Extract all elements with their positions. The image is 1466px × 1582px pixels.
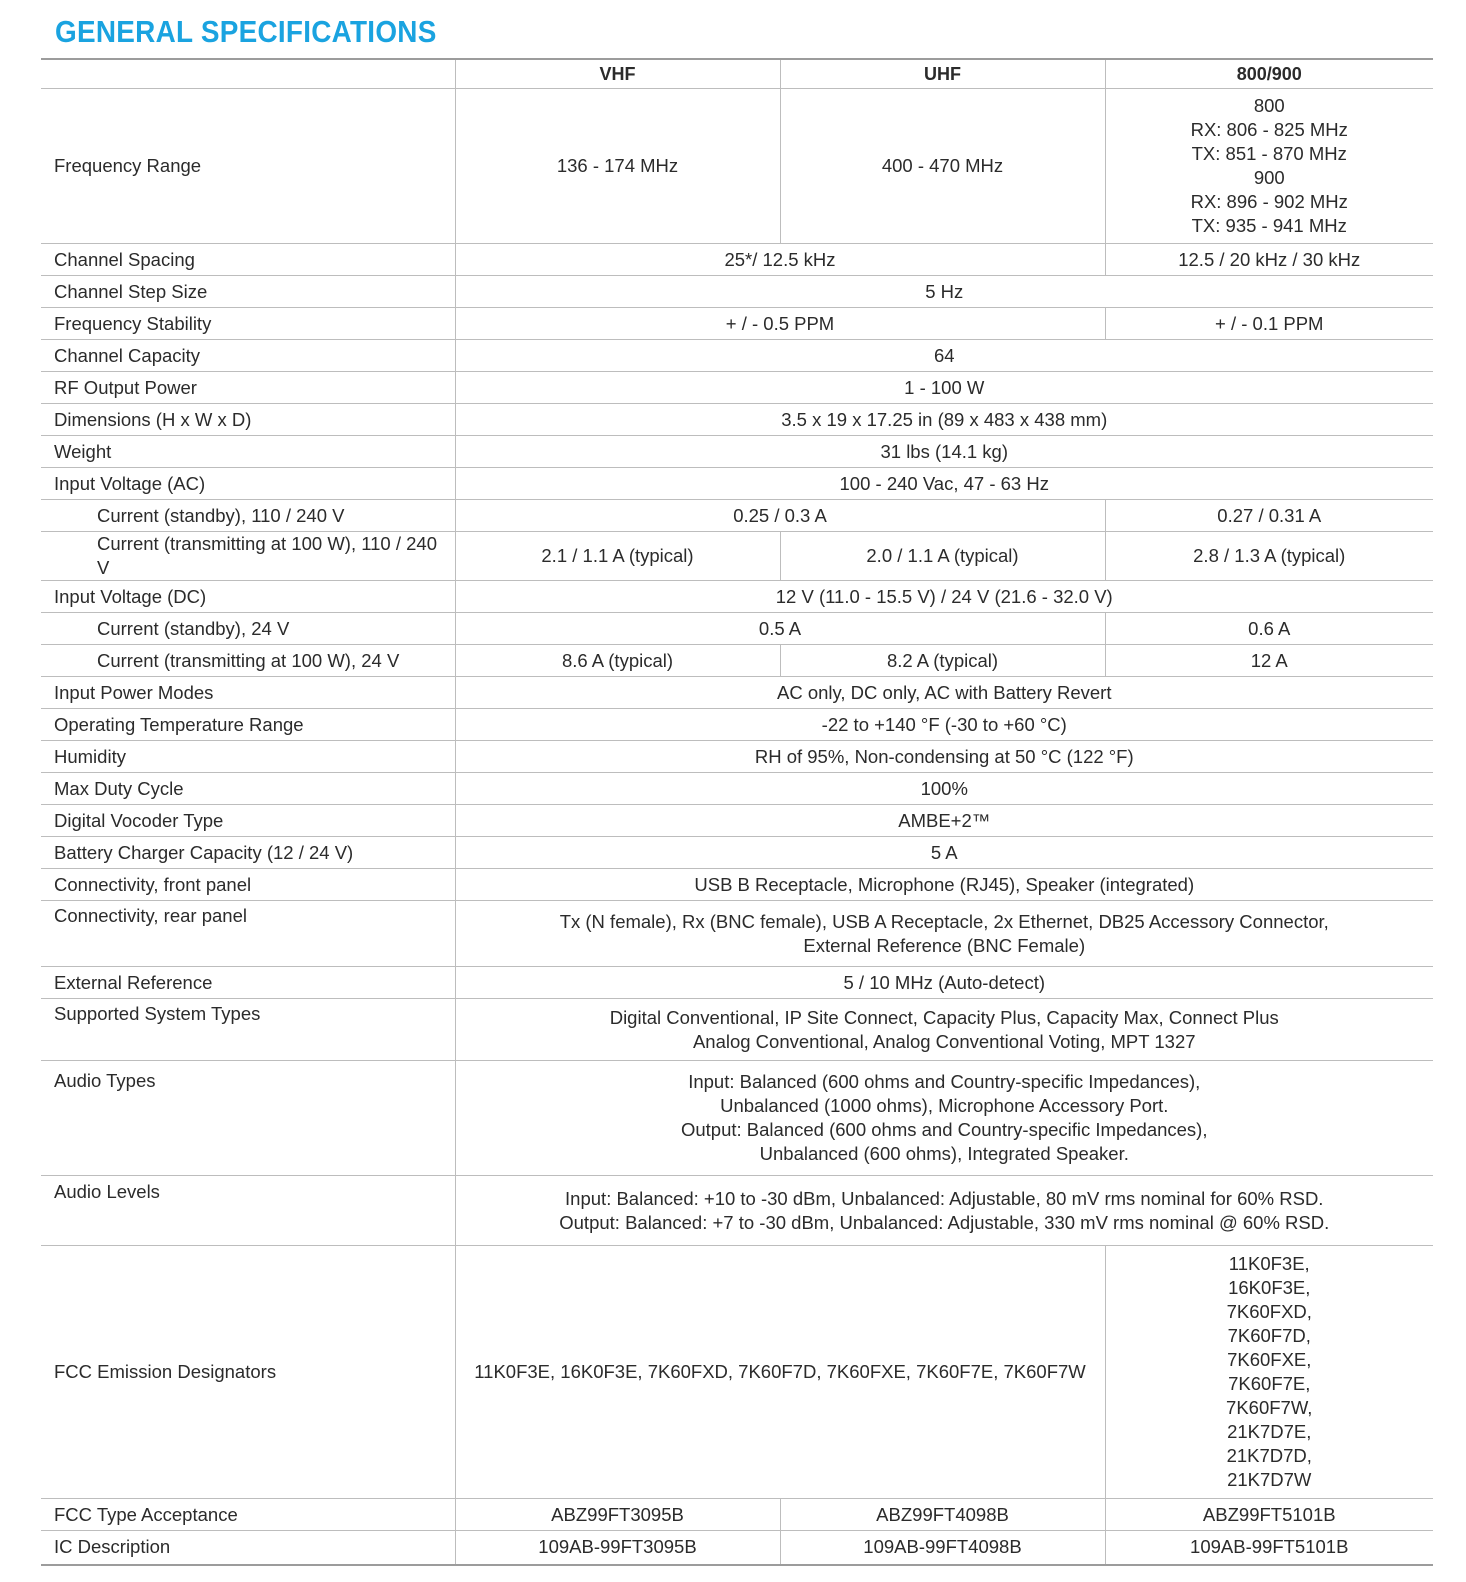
row-channel-step-size: [41, 276, 1433, 308]
row-label: Current (transmitting at 100 W), 110 / 240 V: [97, 533, 438, 578]
vhf-value: 2.1 / 1.1 A (typical): [455, 532, 780, 581]
row-label: Current (standby), 24 V: [97, 617, 290, 639]
row-label: Humidity: [54, 745, 126, 767]
uhf-value: 8.2 A (typical): [780, 645, 1105, 677]
row-dimensions: [41, 404, 1433, 436]
all-value: RH of 95%, Non-condensing at 50 °C (122 °F): [455, 741, 1433, 773]
band800-value: + / - 0.1 PPM: [1105, 308, 1433, 340]
header-corner: [41, 59, 455, 89]
row-label: Channel Spacing: [54, 248, 195, 270]
row-channel-spacing: [41, 244, 1433, 276]
vhf-uhf-value: 25*/ 12.5 kHz: [455, 244, 1105, 276]
row-input-voltage-ac: [41, 468, 1433, 500]
all-value: Tx (N female), Rx (BNC female), USB A Receptacle, 2x Ethernet, DB25 Accessory Connector, External Reference (BNC Female): [455, 901, 1433, 967]
row-label: External Reference: [54, 971, 213, 993]
row-label: Dimensions (H x W x D): [54, 408, 252, 430]
row-label: Battery Charger Capacity (12 / 24 V): [54, 841, 354, 863]
row-external-reference: [41, 967, 1433, 999]
row-weight: [41, 436, 1433, 468]
vhf-uhf-value: 0.5 A: [455, 613, 1105, 645]
row-dc-current-standby: [41, 613, 1433, 645]
row-input-voltage-dc: [41, 581, 1433, 613]
row-digital-vocoder-type: [41, 805, 1433, 837]
all-value: 5 / 10 MHz (Auto-detect): [455, 967, 1433, 999]
row-label: Max Duty Cycle: [54, 777, 184, 799]
row-frequency-stability: [41, 308, 1433, 340]
band800-value: ABZ99FT5101B: [1105, 1499, 1433, 1531]
row-supported-system-types: [41, 999, 1433, 1061]
row-audio-types: [41, 1061, 1433, 1176]
row-channel-capacity: [41, 340, 1433, 372]
row-label: FCC Type Acceptance: [54, 1503, 238, 1525]
row-label: Weight: [54, 440, 112, 462]
row-label: Current (transmitting at 100 W), 24 V: [97, 649, 400, 671]
band800-value: 0.6 A: [1105, 613, 1433, 645]
vhf-uhf-value: + / - 0.5 PPM: [455, 308, 1105, 340]
row-label: Connectivity, front panel: [54, 873, 252, 895]
all-value: 5 A: [455, 837, 1433, 869]
row-max-duty-cycle: [41, 773, 1433, 805]
all-value: Digital Conventional, IP Site Connect, Capacity Plus, Capacity Max, Connect Plus Analog Conventional, Analog Conventional Voting, MPT 1327: [455, 999, 1433, 1061]
page-title: GENERAL SPECIFICATIONS: [55, 14, 437, 49]
row-fcc-type-acceptance: [41, 1499, 1433, 1531]
all-value: -22 to +140 °F (-30 to +60 °C): [455, 709, 1433, 741]
all-value: 5 Hz: [455, 276, 1433, 308]
all-value: 100 - 240 Vac, 47 - 63 Hz: [455, 468, 1433, 500]
spec-table: [41, 58, 1433, 1566]
row-humidity: [41, 741, 1433, 773]
band800-value: 109AB-99FT5101B: [1105, 1531, 1433, 1565]
row-label: Channel Step Size: [54, 280, 208, 302]
all-value: 12 V (11.0 - 15.5 V) / 24 V (21.6 - 32.0 V): [455, 581, 1433, 613]
row-label: Frequency Stability: [54, 312, 212, 334]
row-label: Input Voltage (DC): [54, 585, 207, 607]
row-label: Input Voltage (AC): [54, 472, 206, 494]
row-rf-output-power: [41, 372, 1433, 404]
band800-value: 11K0F3E, 16K0F3E, 7K60FXD, 7K60F7D, 7K60FXE, 7K60F7E, 7K60F7W, 21K7D7E, 21K7D7D, 21K7D7W: [1105, 1246, 1433, 1499]
vhf-value: 109AB-99FT3095B: [455, 1531, 780, 1565]
all-value: AMBE+2™: [455, 805, 1433, 837]
row-label: Audio Levels: [54, 1181, 160, 1202]
header-uhf: UHF: [780, 59, 1105, 89]
uhf-value: 109AB-99FT4098B: [780, 1531, 1105, 1565]
row-label: Supported System Types: [54, 1003, 261, 1024]
row-fcc-emission-designators: [41, 1246, 1433, 1499]
header-vhf: VHF: [455, 59, 780, 89]
row-label: Connectivity, rear panel: [54, 905, 247, 926]
row-battery-charger-capacity: [41, 837, 1433, 869]
row-label: Frequency Range: [54, 155, 202, 176]
uhf-value: ABZ99FT4098B: [780, 1499, 1105, 1531]
all-value: AC only, DC only, AC with Battery Revert: [455, 677, 1433, 709]
vhf-value: ABZ99FT3095B: [455, 1499, 780, 1531]
row-label: Current (standby), 110 / 240 V: [97, 504, 345, 526]
all-value: Input: Balanced: +10 to -30 dBm, Unbalanced: Adjustable, 80 mV rms nominal for 60% RSD. Output: Balanced: +7 to -30 dBm, Unbalanced: Adjustable, 330 mV rms nominal @ 60% RSD.: [455, 1176, 1433, 1246]
all-value: 3.5 x 19 x 17.25 in (89 x 483 x 438 mm): [455, 404, 1433, 436]
row-audio-levels: [41, 1176, 1433, 1246]
all-value: USB B Receptacle, Microphone (RJ45), Speaker (integrated): [455, 869, 1433, 901]
row-connectivity-rear: [41, 901, 1433, 967]
band800-value: 12.5 / 20 kHz / 30 kHz: [1105, 244, 1433, 276]
band800-value: 0.27 / 0.31 A: [1105, 500, 1433, 532]
uhf-value: 400 - 470 MHz: [780, 89, 1105, 244]
all-value: 100%: [455, 773, 1433, 805]
band800-value: 12 A: [1105, 645, 1433, 677]
all-value: 31 lbs (14.1 kg): [455, 436, 1433, 468]
vhf-uhf-value: 11K0F3E, 16K0F3E, 7K60FXD, 7K60F7D, 7K60FXE, 7K60F7E, 7K60F7W: [455, 1246, 1105, 1499]
row-ac-current-standby: [41, 500, 1433, 532]
row-label: Channel Capacity: [54, 344, 201, 366]
row-label: Digital Vocoder Type: [54, 809, 224, 831]
header-row: [41, 59, 1433, 89]
row-ac-current-transmitting: [41, 532, 1433, 581]
row-input-power-modes: [41, 677, 1433, 709]
vhf-value: 136 - 174 MHz: [455, 89, 780, 244]
row-connectivity-front: [41, 869, 1433, 901]
row-label: FCC Emission Designators: [54, 1361, 277, 1382]
uhf-value: 2.0 / 1.1 A (typical): [780, 532, 1105, 581]
row-operating-temperature: [41, 709, 1433, 741]
row-frequency-range: [41, 89, 1433, 244]
row-label: Operating Temperature Range: [54, 713, 304, 735]
row-dc-current-transmitting: [41, 645, 1433, 677]
header-800-900: 800/900: [1105, 59, 1433, 89]
all-value: Input: Balanced (600 ohms and Country-specific Impedances), Unbalanced (1000 ohms), Microphone Accessory Port. Output: Balanced (600 ohms and Country-specific Impedances), Unbalanced (600 ohms), Integrated Speaker.: [455, 1061, 1433, 1176]
row-ic-description: [41, 1531, 1433, 1565]
row-label: RF Output Power: [54, 376, 197, 398]
vhf-value: 8.6 A (typical): [455, 645, 780, 677]
band800-value: 800 RX: 806 - 825 MHz TX: 851 - 870 MHz 900 RX: 896 - 902 MHz TX: 935 - 941 MHz: [1105, 89, 1433, 244]
band800-value: 2.8 / 1.3 A (typical): [1105, 532, 1433, 581]
row-label: IC Description: [54, 1536, 171, 1558]
all-value: 1 - 100 W: [455, 372, 1433, 404]
all-value: 64: [455, 340, 1433, 372]
vhf-uhf-value: 0.25 / 0.3 A: [455, 500, 1105, 532]
row-label: Input Power Modes: [54, 681, 214, 703]
row-label: Audio Types: [54, 1070, 156, 1091]
